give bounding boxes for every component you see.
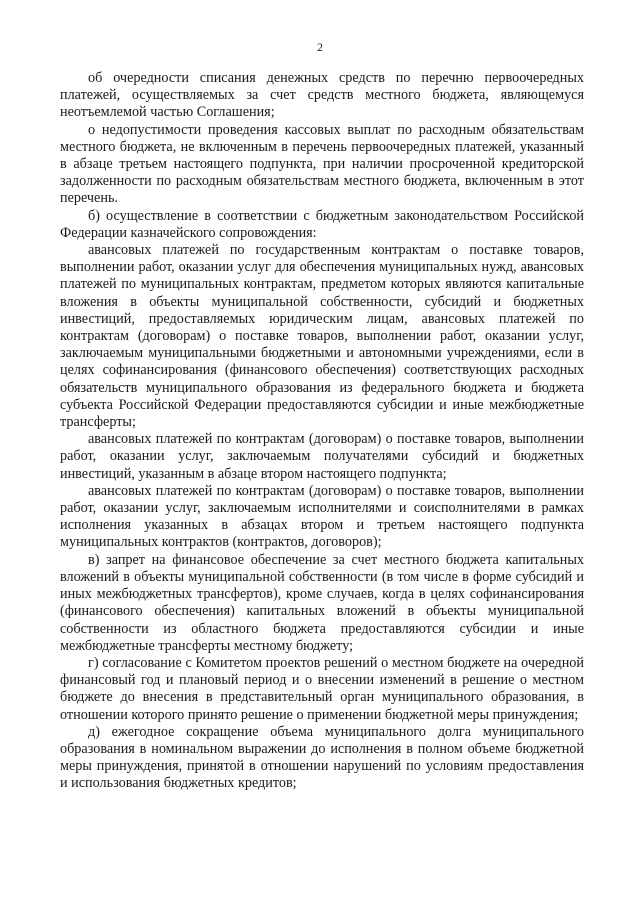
paragraph: о недопустимости проведения кассовых выплат по расходным обязательствам местного бюджета, не включенным в перечень первоочередных платежей, указанный в абзаце третьем настоящего подпункта, при наличии просроченной кредиторской задолженности по расходным обязательствам местного бюджета, включенным в этот перечень. [60, 121, 584, 207]
document-body [60, 70, 584, 793]
paragraph: авансовых платежей по контрактам (договорам) о поставке товаров, выполнении работ, оказании услуг, заключаемым исполнителями и соисполнителями в рамках исполнения указанных в абзацах втором и третьем настоящего подпункта муниципальных контрактов (контрактов, договоров); [60, 482, 584, 551]
paragraph: б) осуществление в соответствии с бюджетным законодательством Российской Федерации казначейского сопровождения: [60, 207, 584, 241]
paragraph: авансовых платежей по государственным контрактам о поставке товаров, выполнении работ, оказании услуг для обеспечения муниципальных нужд, авансовых платежей по муниципальных контрактам, предметом которых являются капитальные вложения в объекты муниципальной собственности, субсидий и бюджетных инвестиций, предоставляемых юридическим лицам, авансовых платежей по контрактам (договорам) о поставке товаров, выполнении работ, оказании услуг, заключаемым муниципальными бюджетными и автономными учреждениями, если в целях софинансирования (финансового обеспечения) соответствующих расходных обязательств муниципального образования из федерального бюджета и бюджета субъекта Российской Федерации предоставляются субсидии и иные межбюджетные трансферты; [60, 242, 584, 431]
paragraph: авансовых платежей по контрактам (договорам) о поставке товаров, выполнении работ, оказании услуг, заключаемым получателями субсидий и бюджетных инвестиций, указанным в абзаце втором настоящего подпункта; [60, 431, 584, 482]
paragraph: д) ежегодное сокращение объема муниципального долга муниципального образования в номинальном выражении до исполнения в полном объеме бюджетной меры принуждения, принятой в отношении нарушений по условиям предоставления и использования бюджетных кредитов; [60, 723, 584, 792]
paragraph: г) согласование с Комитетом проектов решений о местном бюджете на очередной финансовый год и плановый период и о внесении изменений в решение о местном бюджете до внесения в представительный орган муниципального образования, в отношении которого принято решение о применении бюджетной меры принуждения; [60, 654, 584, 723]
page-number: 2 [317, 40, 323, 54]
paragraph: об очередности списания денежных средств по перечню первоочередных платежей, осуществляемых за счет средств местного бюджета, являющемуся неотъемлемой частью Соглашения; [60, 70, 584, 121]
paragraph: в) запрет на финансовое обеспечение за счет местного бюджета капитальных вложений в объекты муниципальной собственности (в том числе в форме субсидий и иных межбюджетных трансфертов), кроме случаев, когда в целях софинансирования (финансового обеспечения) капитальных вложений в объекты муниципальной собственности из областного бюджета предоставляются субсидии и иные межбюджетные трансферты местному бюджету; [60, 551, 584, 654]
